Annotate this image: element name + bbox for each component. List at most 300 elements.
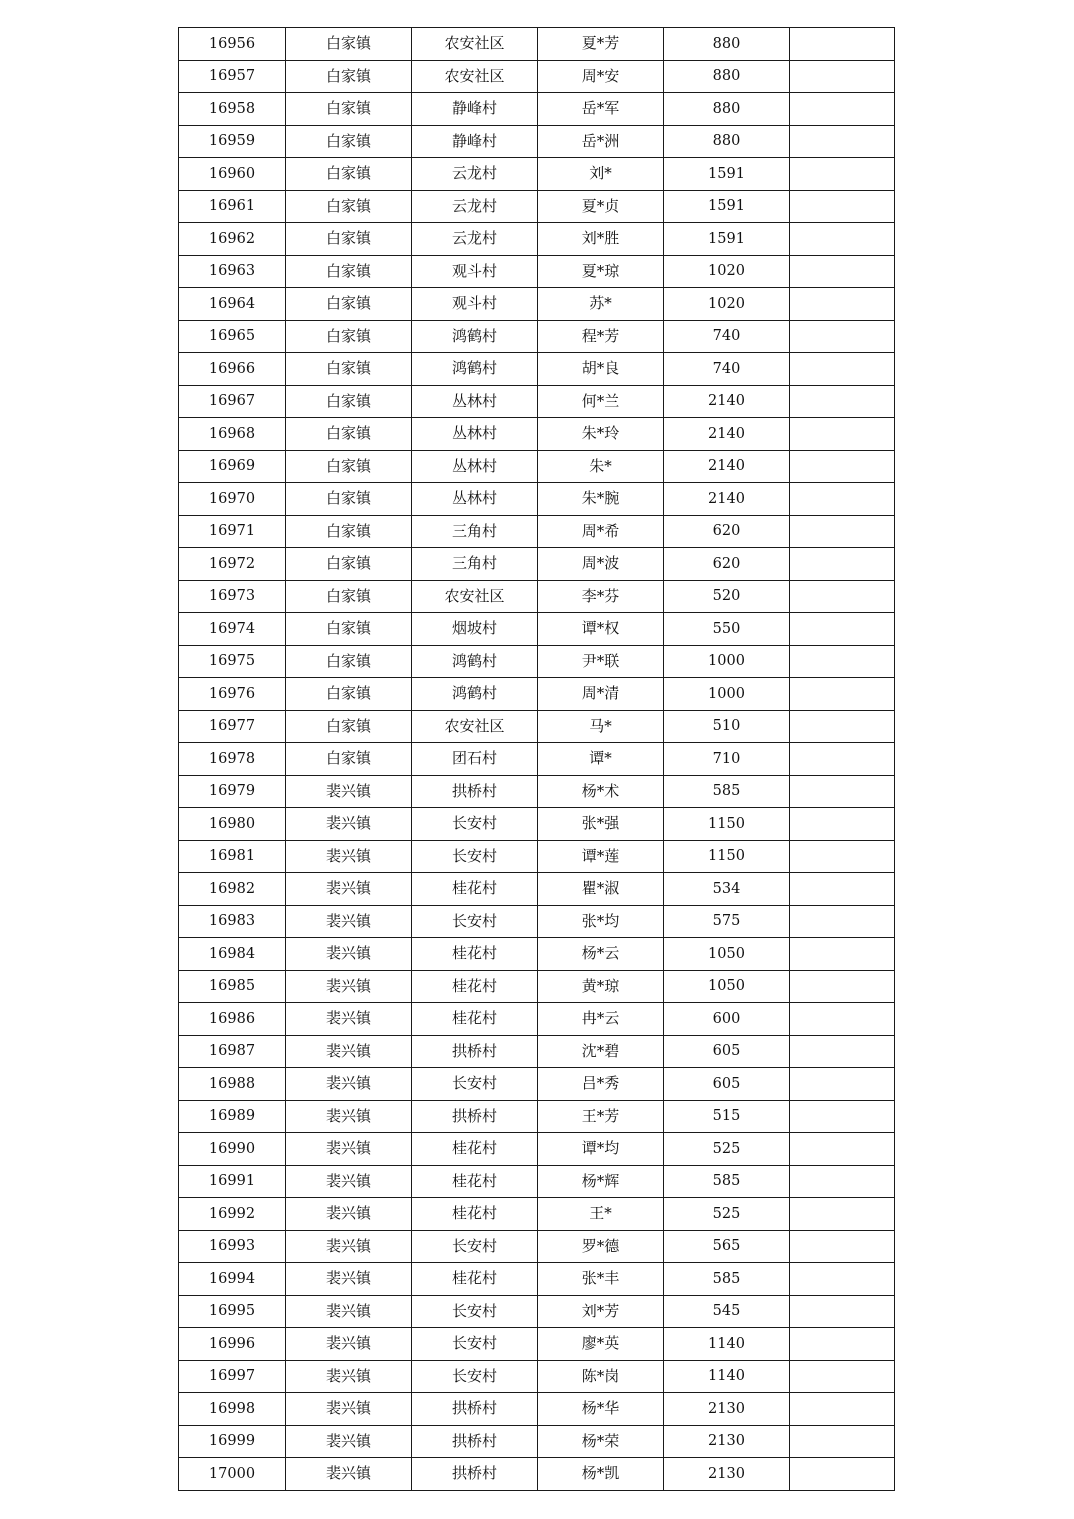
serial-number-cell: 16987 bbox=[179, 1035, 286, 1068]
name-cell: 杨*云 bbox=[538, 938, 664, 971]
serial-number-cell: 16982 bbox=[179, 873, 286, 906]
village-cell: 长安村 bbox=[412, 1068, 538, 1101]
serial-number-cell: 16960 bbox=[179, 158, 286, 191]
serial-number-cell: 16989 bbox=[179, 1100, 286, 1133]
town-cell: 裴兴镇 bbox=[286, 775, 412, 808]
village-cell: 鸿鹤村 bbox=[412, 645, 538, 678]
town-cell: 裴兴镇 bbox=[286, 1230, 412, 1263]
remark-cell bbox=[790, 613, 895, 646]
name-cell: 程*芳 bbox=[538, 320, 664, 353]
remark-cell bbox=[790, 580, 895, 613]
name-cell: 周*安 bbox=[538, 60, 664, 93]
remark-cell bbox=[790, 1198, 895, 1231]
table-row bbox=[179, 125, 895, 158]
amount-cell: 740 bbox=[664, 320, 790, 353]
table-row bbox=[179, 1458, 895, 1491]
serial-number-cell: 16990 bbox=[179, 1133, 286, 1166]
town-cell: 白家镇 bbox=[286, 483, 412, 516]
village-cell: 拱桥村 bbox=[412, 1035, 538, 1068]
town-cell: 白家镇 bbox=[286, 320, 412, 353]
town-cell: 裴兴镇 bbox=[286, 970, 412, 1003]
amount-cell: 1591 bbox=[664, 190, 790, 223]
remark-cell bbox=[790, 1458, 895, 1491]
amount-cell: 1020 bbox=[664, 255, 790, 288]
remark-cell bbox=[790, 1035, 895, 1068]
remark-cell bbox=[790, 93, 895, 126]
table-row bbox=[179, 483, 895, 516]
village-cell: 鸿鹤村 bbox=[412, 353, 538, 386]
table-row bbox=[179, 1425, 895, 1458]
amount-cell: 2130 bbox=[664, 1425, 790, 1458]
town-cell: 白家镇 bbox=[286, 743, 412, 776]
name-cell: 杨*凯 bbox=[538, 1458, 664, 1491]
remark-cell bbox=[790, 483, 895, 516]
amount-cell: 1020 bbox=[664, 288, 790, 321]
table-row bbox=[179, 808, 895, 841]
name-cell: 冉*云 bbox=[538, 1003, 664, 1036]
village-cell: 静峰村 bbox=[412, 125, 538, 158]
town-cell: 裴兴镇 bbox=[286, 1198, 412, 1231]
name-cell: 刘*芳 bbox=[538, 1295, 664, 1328]
remark-cell bbox=[790, 1295, 895, 1328]
amount-cell: 575 bbox=[664, 905, 790, 938]
amount-cell: 520 bbox=[664, 580, 790, 613]
amount-cell: 1000 bbox=[664, 645, 790, 678]
town-cell: 白家镇 bbox=[286, 190, 412, 223]
table-row bbox=[179, 1295, 895, 1328]
serial-number-cell: 16984 bbox=[179, 938, 286, 971]
serial-number-cell: 16962 bbox=[179, 223, 286, 256]
serial-number-cell: 16959 bbox=[179, 125, 286, 158]
amount-cell: 1150 bbox=[664, 840, 790, 873]
serial-number-cell: 16977 bbox=[179, 710, 286, 743]
town-cell: 白家镇 bbox=[286, 28, 412, 61]
name-cell: 杨*荣 bbox=[538, 1425, 664, 1458]
name-cell: 王* bbox=[538, 1198, 664, 1231]
village-cell: 拱桥村 bbox=[412, 1100, 538, 1133]
village-cell: 三角村 bbox=[412, 515, 538, 548]
village-cell: 农安社区 bbox=[412, 710, 538, 743]
remark-cell bbox=[790, 353, 895, 386]
table-row bbox=[179, 775, 895, 808]
name-cell: 夏*琼 bbox=[538, 255, 664, 288]
village-cell: 长安村 bbox=[412, 1328, 538, 1361]
name-cell: 谭*均 bbox=[538, 1133, 664, 1166]
village-cell: 丛林村 bbox=[412, 418, 538, 451]
amount-cell: 525 bbox=[664, 1133, 790, 1166]
table-row bbox=[179, 1263, 895, 1296]
name-cell: 胡*良 bbox=[538, 353, 664, 386]
amount-cell: 2140 bbox=[664, 385, 790, 418]
village-cell: 静峰村 bbox=[412, 93, 538, 126]
remark-cell bbox=[790, 320, 895, 353]
amount-cell: 620 bbox=[664, 515, 790, 548]
amount-cell: 585 bbox=[664, 775, 790, 808]
town-cell: 裴兴镇 bbox=[286, 1003, 412, 1036]
table-row bbox=[179, 1068, 895, 1101]
remark-cell bbox=[790, 645, 895, 678]
amount-cell: 620 bbox=[664, 548, 790, 581]
remark-cell bbox=[790, 678, 895, 711]
name-cell: 刘* bbox=[538, 158, 664, 191]
name-cell: 王*芳 bbox=[538, 1100, 664, 1133]
amount-cell: 510 bbox=[664, 710, 790, 743]
data-table bbox=[178, 27, 895, 1491]
name-cell: 瞿*淑 bbox=[538, 873, 664, 906]
village-cell: 农安社区 bbox=[412, 580, 538, 613]
town-cell: 白家镇 bbox=[286, 580, 412, 613]
village-cell: 拱桥村 bbox=[412, 1393, 538, 1426]
village-cell: 云龙村 bbox=[412, 223, 538, 256]
remark-cell bbox=[790, 970, 895, 1003]
amount-cell: 1050 bbox=[664, 938, 790, 971]
table-row bbox=[179, 678, 895, 711]
remark-cell bbox=[790, 1003, 895, 1036]
remark-cell bbox=[790, 775, 895, 808]
serial-number-cell: 16983 bbox=[179, 905, 286, 938]
table-row bbox=[179, 385, 895, 418]
table-row bbox=[179, 418, 895, 451]
serial-number-cell: 16963 bbox=[179, 255, 286, 288]
amount-cell: 880 bbox=[664, 125, 790, 158]
serial-number-cell: 16969 bbox=[179, 450, 286, 483]
table-row bbox=[179, 353, 895, 386]
amount-cell: 600 bbox=[664, 1003, 790, 1036]
remark-cell bbox=[790, 1068, 895, 1101]
serial-number-cell: 16964 bbox=[179, 288, 286, 321]
town-cell: 白家镇 bbox=[286, 255, 412, 288]
remark-cell bbox=[790, 190, 895, 223]
name-cell: 杨*华 bbox=[538, 1393, 664, 1426]
table-row bbox=[179, 1100, 895, 1133]
amount-cell: 2140 bbox=[664, 483, 790, 516]
serial-number-cell: 16993 bbox=[179, 1230, 286, 1263]
name-cell: 谭*莲 bbox=[538, 840, 664, 873]
amount-cell: 710 bbox=[664, 743, 790, 776]
table-row bbox=[179, 613, 895, 646]
village-cell: 烟坡村 bbox=[412, 613, 538, 646]
town-cell: 裴兴镇 bbox=[286, 1133, 412, 1166]
remark-cell bbox=[790, 1100, 895, 1133]
amount-cell: 1150 bbox=[664, 808, 790, 841]
name-cell: 谭*权 bbox=[538, 613, 664, 646]
serial-number-cell: 16967 bbox=[179, 385, 286, 418]
amount-cell: 585 bbox=[664, 1165, 790, 1198]
table-row bbox=[179, 645, 895, 678]
serial-number-cell: 16986 bbox=[179, 1003, 286, 1036]
town-cell: 裴兴镇 bbox=[286, 1295, 412, 1328]
town-cell: 裴兴镇 bbox=[286, 1393, 412, 1426]
town-cell: 白家镇 bbox=[286, 645, 412, 678]
name-cell: 张*强 bbox=[538, 808, 664, 841]
remark-cell bbox=[790, 515, 895, 548]
table-row bbox=[179, 515, 895, 548]
table-row bbox=[179, 190, 895, 223]
name-cell: 吕*秀 bbox=[538, 1068, 664, 1101]
town-cell: 白家镇 bbox=[286, 613, 412, 646]
serial-number-cell: 16979 bbox=[179, 775, 286, 808]
village-cell: 桂花村 bbox=[412, 1165, 538, 1198]
remark-cell bbox=[790, 548, 895, 581]
town-cell: 裴兴镇 bbox=[286, 1035, 412, 1068]
amount-cell: 545 bbox=[664, 1295, 790, 1328]
serial-number-cell: 16972 bbox=[179, 548, 286, 581]
remark-cell bbox=[790, 1393, 895, 1426]
serial-number-cell: 16992 bbox=[179, 1198, 286, 1231]
amount-cell: 605 bbox=[664, 1068, 790, 1101]
village-cell: 三角村 bbox=[412, 548, 538, 581]
village-cell: 长安村 bbox=[412, 1360, 538, 1393]
village-cell: 长安村 bbox=[412, 808, 538, 841]
village-cell: 拱桥村 bbox=[412, 1425, 538, 1458]
serial-number-cell: 16997 bbox=[179, 1360, 286, 1393]
serial-number-cell: 16991 bbox=[179, 1165, 286, 1198]
village-cell: 丛林村 bbox=[412, 483, 538, 516]
village-cell: 云龙村 bbox=[412, 158, 538, 191]
remark-cell bbox=[790, 418, 895, 451]
table-row bbox=[179, 1165, 895, 1198]
remark-cell bbox=[790, 743, 895, 776]
amount-cell: 1591 bbox=[664, 223, 790, 256]
amount-cell: 605 bbox=[664, 1035, 790, 1068]
town-cell: 裴兴镇 bbox=[286, 1328, 412, 1361]
remark-cell bbox=[790, 288, 895, 321]
name-cell: 马* bbox=[538, 710, 664, 743]
name-cell: 杨*术 bbox=[538, 775, 664, 808]
table-row bbox=[179, 320, 895, 353]
amount-cell: 550 bbox=[664, 613, 790, 646]
remark-cell bbox=[790, 1165, 895, 1198]
table-row bbox=[179, 28, 895, 61]
table-row bbox=[179, 905, 895, 938]
town-cell: 白家镇 bbox=[286, 158, 412, 191]
town-cell: 裴兴镇 bbox=[286, 840, 412, 873]
table-row bbox=[179, 1035, 895, 1068]
serial-number-cell: 16988 bbox=[179, 1068, 286, 1101]
name-cell: 张*均 bbox=[538, 905, 664, 938]
town-cell: 裴兴镇 bbox=[286, 1165, 412, 1198]
village-cell: 丛林村 bbox=[412, 385, 538, 418]
town-cell: 白家镇 bbox=[286, 515, 412, 548]
table-row bbox=[179, 1003, 895, 1036]
village-cell: 长安村 bbox=[412, 840, 538, 873]
table-row bbox=[179, 450, 895, 483]
name-cell: 尹*联 bbox=[538, 645, 664, 678]
amount-cell: 880 bbox=[664, 93, 790, 126]
amount-cell: 880 bbox=[664, 60, 790, 93]
serial-number-cell: 16995 bbox=[179, 1295, 286, 1328]
village-cell: 拱桥村 bbox=[412, 1458, 538, 1491]
remark-cell bbox=[790, 158, 895, 191]
serial-number-cell: 16968 bbox=[179, 418, 286, 451]
town-cell: 裴兴镇 bbox=[286, 1263, 412, 1296]
table-row bbox=[179, 1198, 895, 1231]
serial-number-cell: 16961 bbox=[179, 190, 286, 223]
amount-cell: 880 bbox=[664, 28, 790, 61]
remark-cell bbox=[790, 873, 895, 906]
remark-cell bbox=[790, 840, 895, 873]
name-cell: 苏* bbox=[538, 288, 664, 321]
village-cell: 观斗村 bbox=[412, 288, 538, 321]
town-cell: 裴兴镇 bbox=[286, 1458, 412, 1491]
village-cell: 桂花村 bbox=[412, 1198, 538, 1231]
amount-cell: 2130 bbox=[664, 1458, 790, 1491]
table-row bbox=[179, 743, 895, 776]
name-cell: 廖*英 bbox=[538, 1328, 664, 1361]
remark-cell bbox=[790, 450, 895, 483]
table-row bbox=[179, 548, 895, 581]
village-cell: 鸿鹤村 bbox=[412, 678, 538, 711]
remark-cell bbox=[790, 28, 895, 61]
village-cell: 观斗村 bbox=[412, 255, 538, 288]
name-cell: 刘*胜 bbox=[538, 223, 664, 256]
village-cell: 桂花村 bbox=[412, 1263, 538, 1296]
amount-cell: 740 bbox=[664, 353, 790, 386]
name-cell: 岳*洲 bbox=[538, 125, 664, 158]
village-cell: 长安村 bbox=[412, 1295, 538, 1328]
town-cell: 白家镇 bbox=[286, 93, 412, 126]
amount-cell: 565 bbox=[664, 1230, 790, 1263]
amount-cell: 2140 bbox=[664, 450, 790, 483]
town-cell: 白家镇 bbox=[286, 288, 412, 321]
remark-cell bbox=[790, 1263, 895, 1296]
name-cell: 罗*德 bbox=[538, 1230, 664, 1263]
village-cell: 桂花村 bbox=[412, 1003, 538, 1036]
serial-number-cell: 16980 bbox=[179, 808, 286, 841]
amount-cell: 515 bbox=[664, 1100, 790, 1133]
remark-cell bbox=[790, 125, 895, 158]
remark-cell bbox=[790, 1133, 895, 1166]
remark-cell bbox=[790, 1360, 895, 1393]
name-cell: 陈*岗 bbox=[538, 1360, 664, 1393]
remark-cell bbox=[790, 1328, 895, 1361]
table-row bbox=[179, 60, 895, 93]
name-cell: 朱*腕 bbox=[538, 483, 664, 516]
name-cell: 周*清 bbox=[538, 678, 664, 711]
remark-cell bbox=[790, 223, 895, 256]
town-cell: 裴兴镇 bbox=[286, 808, 412, 841]
table-row bbox=[179, 1360, 895, 1393]
serial-number-cell: 16975 bbox=[179, 645, 286, 678]
serial-number-cell: 16981 bbox=[179, 840, 286, 873]
village-cell: 丛林村 bbox=[412, 450, 538, 483]
amount-cell: 525 bbox=[664, 1198, 790, 1231]
table-row bbox=[179, 938, 895, 971]
serial-number-cell: 16996 bbox=[179, 1328, 286, 1361]
table-row bbox=[179, 223, 895, 256]
remark-cell bbox=[790, 385, 895, 418]
table-row bbox=[179, 1133, 895, 1166]
town-cell: 裴兴镇 bbox=[286, 1068, 412, 1101]
town-cell: 裴兴镇 bbox=[286, 1100, 412, 1133]
amount-cell: 2130 bbox=[664, 1393, 790, 1426]
name-cell: 杨*辉 bbox=[538, 1165, 664, 1198]
town-cell: 白家镇 bbox=[286, 223, 412, 256]
town-cell: 白家镇 bbox=[286, 353, 412, 386]
remark-cell bbox=[790, 905, 895, 938]
village-cell: 桂花村 bbox=[412, 938, 538, 971]
amount-cell: 534 bbox=[664, 873, 790, 906]
amount-cell: 1140 bbox=[664, 1360, 790, 1393]
remark-cell bbox=[790, 710, 895, 743]
town-cell: 白家镇 bbox=[286, 678, 412, 711]
table-row bbox=[179, 1393, 895, 1426]
remark-cell bbox=[790, 1425, 895, 1458]
serial-number-cell: 16965 bbox=[179, 320, 286, 353]
table-row bbox=[179, 710, 895, 743]
name-cell: 朱* bbox=[538, 450, 664, 483]
town-cell: 白家镇 bbox=[286, 385, 412, 418]
town-cell: 白家镇 bbox=[286, 710, 412, 743]
serial-number-cell: 16956 bbox=[179, 28, 286, 61]
table-row bbox=[179, 873, 895, 906]
town-cell: 裴兴镇 bbox=[286, 905, 412, 938]
table-row bbox=[179, 580, 895, 613]
village-cell: 桂花村 bbox=[412, 970, 538, 1003]
serial-number-cell: 16985 bbox=[179, 970, 286, 1003]
table-row bbox=[179, 1328, 895, 1361]
table-row bbox=[179, 970, 895, 1003]
village-cell: 农安社区 bbox=[412, 60, 538, 93]
serial-number-cell: 16978 bbox=[179, 743, 286, 776]
village-cell: 长安村 bbox=[412, 905, 538, 938]
name-cell: 周*希 bbox=[538, 515, 664, 548]
amount-cell: 1591 bbox=[664, 158, 790, 191]
remark-cell bbox=[790, 1230, 895, 1263]
name-cell: 何*兰 bbox=[538, 385, 664, 418]
serial-number-cell: 16976 bbox=[179, 678, 286, 711]
town-cell: 白家镇 bbox=[286, 450, 412, 483]
remark-cell bbox=[790, 255, 895, 288]
name-cell: 朱*玲 bbox=[538, 418, 664, 451]
table-row bbox=[179, 158, 895, 191]
village-cell: 农安社区 bbox=[412, 28, 538, 61]
serial-number-cell: 16973 bbox=[179, 580, 286, 613]
name-cell: 谭* bbox=[538, 743, 664, 776]
serial-number-cell: 16971 bbox=[179, 515, 286, 548]
name-cell: 张*丰 bbox=[538, 1263, 664, 1296]
serial-number-cell: 16998 bbox=[179, 1393, 286, 1426]
village-cell: 拱桥村 bbox=[412, 775, 538, 808]
serial-number-cell: 16970 bbox=[179, 483, 286, 516]
serial-number-cell: 16974 bbox=[179, 613, 286, 646]
table-row bbox=[179, 840, 895, 873]
name-cell: 黄*琼 bbox=[538, 970, 664, 1003]
town-cell: 白家镇 bbox=[286, 60, 412, 93]
name-cell: 沈*碧 bbox=[538, 1035, 664, 1068]
town-cell: 裴兴镇 bbox=[286, 938, 412, 971]
town-cell: 白家镇 bbox=[286, 125, 412, 158]
amount-cell: 1050 bbox=[664, 970, 790, 1003]
serial-number-cell: 16994 bbox=[179, 1263, 286, 1296]
village-cell: 桂花村 bbox=[412, 1133, 538, 1166]
town-cell: 白家镇 bbox=[286, 548, 412, 581]
table-row bbox=[179, 1230, 895, 1263]
serial-number-cell: 16957 bbox=[179, 60, 286, 93]
remark-cell bbox=[790, 938, 895, 971]
town-cell: 裴兴镇 bbox=[286, 1425, 412, 1458]
table-row bbox=[179, 255, 895, 288]
remark-cell bbox=[790, 60, 895, 93]
serial-number-cell: 17000 bbox=[179, 1458, 286, 1491]
village-cell: 团石村 bbox=[412, 743, 538, 776]
remark-cell bbox=[790, 808, 895, 841]
amount-cell: 2140 bbox=[664, 418, 790, 451]
serial-number-cell: 16999 bbox=[179, 1425, 286, 1458]
name-cell: 岳*军 bbox=[538, 93, 664, 126]
name-cell: 周*波 bbox=[538, 548, 664, 581]
serial-number-cell: 16966 bbox=[179, 353, 286, 386]
